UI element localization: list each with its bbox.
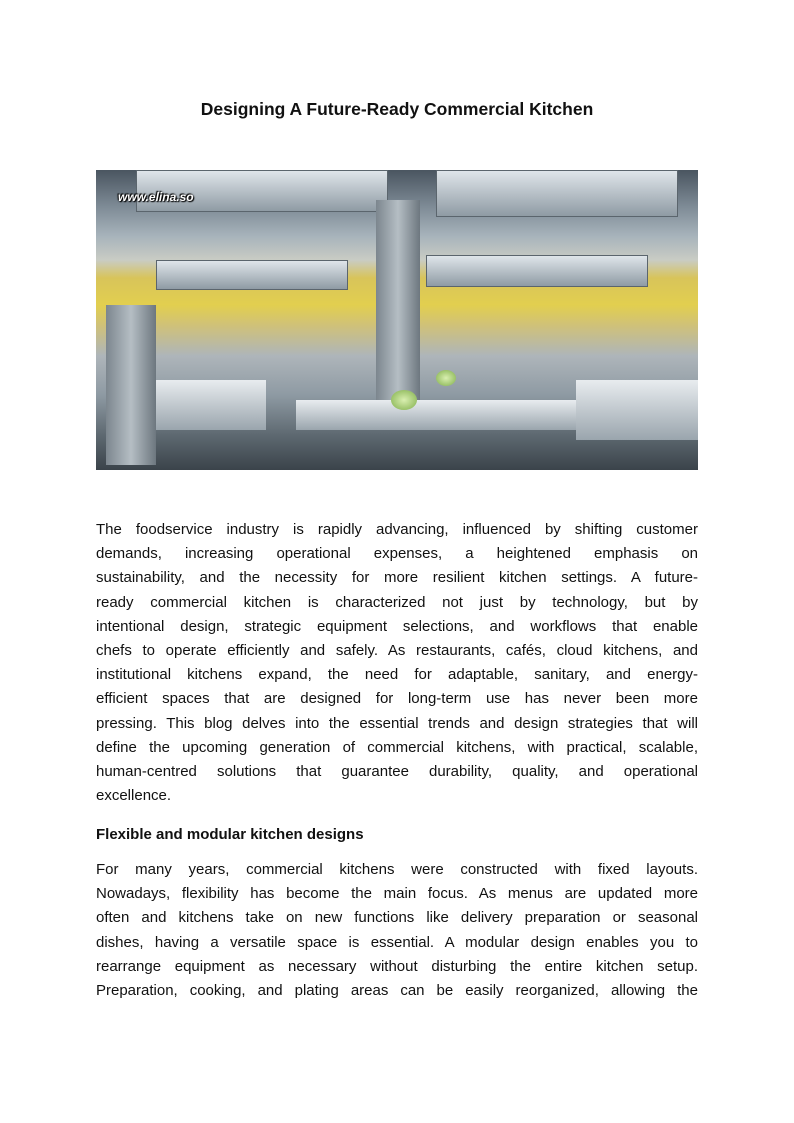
page-title: Designing A Future-Ready Commercial Kitchen bbox=[200, 99, 594, 119]
text-line: define the upcoming generation of commercial kitchens, with practical, scalable, bbox=[96, 738, 698, 756]
text-line: Preparation, cooking, and plating areas can be easily reorganized, allowing the bbox=[96, 982, 698, 1000]
text-line: pressing. This blog delves into the essential trends and design strategies that will bbox=[96, 714, 698, 732]
text-line: demands, increasing operational expenses, a heightened emphasis on bbox=[96, 545, 698, 563]
section-paragraph bbox=[96, 858, 698, 1003]
text-line: efficient spaces that are designed for long-term use has never been more bbox=[96, 690, 698, 708]
text-line: Nowadays, flexibility has become the main focus. As menus are updated more bbox=[96, 885, 698, 903]
intro-paragraph bbox=[96, 518, 698, 808]
text-line: dishes, having a versatile space is essential. A modular design enables you to bbox=[96, 933, 698, 951]
text-line: sustainability, and the necessity for more resilient kitchen settings. A future- bbox=[96, 569, 698, 587]
text-line: institutional kitchens expand, the need for adaptable, sanitary, and energy- bbox=[96, 666, 698, 684]
text-line: chefs to operate efficiently and safely. As restaurants, cafés, cloud kitchens, and bbox=[96, 642, 698, 660]
hero-image-commercial-kitchen bbox=[96, 170, 698, 470]
text-line: often and kitchens take on new functions like delivery preparation or seasonal bbox=[96, 909, 698, 927]
text-line: excellence. bbox=[96, 787, 172, 805]
watermark: www.elina.so bbox=[118, 190, 194, 204]
text-line: human-centred solutions that guarantee durability, quality, and operational bbox=[96, 763, 698, 781]
section-heading: Flexible and modular kitchen designs bbox=[96, 826, 364, 843]
text-line: The foodservice industry is rapidly advancing, influenced by shifting customer bbox=[96, 521, 698, 538]
text-line: intentional design, strategic equipment selections, and workflows that enable bbox=[96, 617, 698, 635]
text-line: For many years, commercial kitchens were constructed with fixed layouts. bbox=[96, 861, 698, 878]
text-line: ready commercial kitchen is characterized not just by technology, but by bbox=[96, 593, 698, 611]
text-line: rearrange equipment as necessary without disturbing the entire kitchen setup. bbox=[96, 957, 698, 975]
